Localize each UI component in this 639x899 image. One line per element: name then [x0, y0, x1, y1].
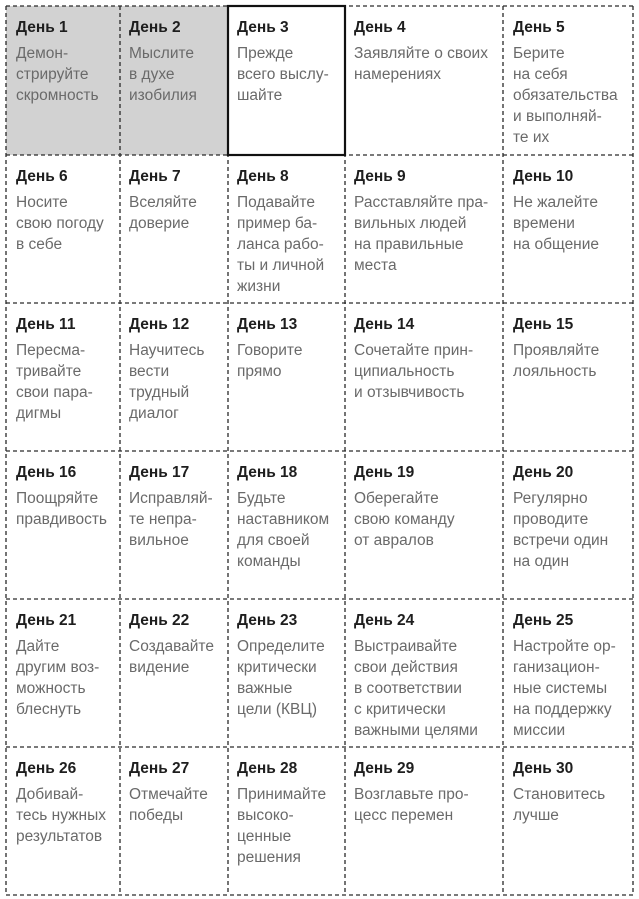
task-line: Будьте — [237, 490, 286, 507]
day-label: День 24 — [354, 612, 415, 629]
day-label: День 26 — [16, 760, 77, 777]
task-line: Добивай- — [16, 786, 84, 803]
task-line: тривайте — [16, 363, 82, 380]
task-line: дигмы — [16, 405, 62, 422]
task-line: с критически — [354, 701, 446, 718]
day-label: День 19 — [354, 464, 415, 481]
day-label: День 5 — [513, 19, 565, 36]
task-line: Возглавьте про- — [354, 786, 469, 803]
task-line: встречи один — [513, 532, 609, 549]
day-label: День 25 — [513, 612, 574, 629]
task-line: Заявляйте о своих — [354, 45, 488, 62]
task-line: диалог — [129, 405, 179, 422]
day-label: День 14 — [354, 316, 415, 333]
day-label: День 2 — [129, 19, 181, 36]
task-line: Научитесь — [129, 342, 205, 359]
task-line: лучше — [513, 807, 559, 824]
task-line: цели (КВЦ) — [237, 701, 317, 718]
task-line: жизни — [237, 278, 281, 295]
task-line: места — [354, 257, 397, 274]
task-line: для своей — [237, 532, 310, 549]
day-label: День 28 — [237, 760, 298, 777]
task-line: правдивость — [16, 511, 108, 528]
task-line: стрируйте — [16, 66, 89, 83]
task-line: вильных людей — [354, 215, 467, 232]
task-line: на себя — [513, 66, 568, 83]
day-label: День 9 — [354, 168, 406, 185]
day-label: День 10 — [513, 168, 574, 185]
task-line: ные системы — [513, 680, 608, 697]
task-line: Регулярно — [513, 490, 588, 507]
task-line: Настройте ор- — [513, 638, 616, 655]
task-line: Становитесь — [513, 786, 606, 803]
task-line: критически — [237, 659, 317, 676]
day-label: День 4 — [354, 19, 406, 36]
day-label: День 8 — [237, 168, 289, 185]
task-line: Оберегайте — [354, 490, 439, 507]
task-line: лояльность — [513, 363, 597, 380]
task-line: на поддержку — [513, 701, 612, 718]
task-line: Мыслите — [129, 45, 195, 62]
task-line: на один — [513, 553, 570, 570]
day-label: День 11 — [16, 316, 76, 333]
day-label: День 1 — [16, 19, 68, 36]
task-line: и отзывчивость — [354, 384, 465, 401]
task-line: Демон- — [16, 45, 69, 62]
day-label: День 6 — [16, 168, 68, 185]
current-day-frame — [228, 6, 345, 155]
task-line: от авралов — [354, 532, 434, 549]
day-label: День 30 — [513, 760, 574, 777]
day-label: День 15 — [513, 316, 574, 333]
task-line: победы — [129, 807, 184, 824]
task-line: Расставляйте пра- — [354, 194, 489, 211]
task-line: наставником — [237, 511, 330, 528]
task-line: результатов — [16, 828, 103, 845]
task-line: проводите — [513, 511, 589, 528]
day-label: День 17 — [129, 464, 190, 481]
task-line: прямо — [237, 363, 282, 380]
day-label: День 13 — [237, 316, 298, 333]
task-line: всего выслу- — [237, 66, 329, 83]
task-line: Берите — [513, 45, 565, 62]
task-line: Пересма- — [16, 342, 86, 359]
task-line: Выстраивайте — [354, 638, 458, 655]
task-line: скромность — [16, 87, 99, 104]
task-line: цесс перемен — [354, 807, 454, 824]
task-line: в духе — [129, 66, 175, 83]
task-line: Носите — [16, 194, 68, 211]
task-line: пример ба- — [237, 215, 318, 232]
task-line: высоко- — [237, 807, 294, 824]
task-line: ланса рабо- — [237, 236, 324, 253]
task-line: Сочетайте прин- — [354, 342, 474, 359]
task-line: важные — [237, 680, 293, 697]
task-line: ценные — [237, 828, 292, 845]
task-line: Проявляйте — [513, 342, 600, 359]
task-line: важными целями — [354, 722, 478, 739]
task-line: решения — [237, 849, 301, 866]
task-line: миссии — [513, 722, 566, 739]
task-line: видение — [129, 659, 190, 676]
task-line: ты и личной — [237, 257, 325, 274]
task-line: команды — [237, 553, 301, 570]
task-line: в себе — [16, 236, 63, 253]
task-line: свои пара- — [16, 384, 93, 401]
task-line: Принимайте — [237, 786, 327, 803]
task-line: трудный — [129, 384, 190, 401]
day-label: День 22 — [129, 612, 190, 629]
day-label: День 12 — [129, 316, 190, 333]
day-label: День 3 — [237, 19, 289, 36]
task-line: можность — [16, 680, 86, 697]
task-line: свою команду — [354, 511, 455, 528]
day-label: День 23 — [237, 612, 298, 629]
task-line: в соответствии — [354, 680, 462, 697]
task-line: блеснуть — [16, 701, 82, 718]
task-line: вести — [129, 363, 170, 380]
task-line: Поощряйте — [16, 490, 99, 507]
day-label: День 21 — [16, 612, 77, 629]
task-line: Создавайте — [129, 638, 214, 655]
task-line: Вселяйте — [129, 194, 197, 211]
task-line: Исправляй- — [129, 490, 213, 507]
task-line: на общение — [513, 236, 600, 253]
task-line: Подавайте — [237, 194, 315, 211]
task-line: изобилия — [129, 87, 197, 104]
task-line: другим воз- — [16, 659, 100, 676]
task-line: тесь нужных — [16, 807, 106, 824]
task-line: Прежде — [237, 45, 294, 62]
task-line: те их — [513, 129, 550, 146]
task-line: намерениях — [354, 66, 442, 83]
task-line: Дайте — [16, 638, 60, 655]
day-label: День 7 — [129, 168, 181, 185]
task-line: доверие — [129, 215, 190, 232]
task-line: Не жалейте — [513, 194, 598, 211]
day-label: День 29 — [354, 760, 415, 777]
task-line: Определите — [237, 638, 325, 655]
task-line: ганизацион- — [513, 659, 600, 676]
task-line: те непра- — [129, 511, 197, 528]
day-label: День 20 — [513, 464, 574, 481]
task-line: шайте — [237, 87, 283, 104]
task-line: Отмечайте — [129, 786, 208, 803]
task-line: ципиальность — [354, 363, 455, 380]
day-label: День 27 — [129, 760, 190, 777]
day-label: День 18 — [237, 464, 298, 481]
task-line: вильное — [129, 532, 189, 549]
day-label: День 16 — [16, 464, 77, 481]
task-line: свои действия — [354, 659, 458, 676]
task-line: времени — [513, 215, 575, 232]
task-line: обязательства — [513, 87, 618, 104]
task-line: Говорите — [237, 342, 303, 359]
task-line: на правильные — [354, 236, 464, 253]
task-line: и выполняй- — [513, 108, 602, 125]
task-line: свою погоду — [16, 215, 104, 232]
